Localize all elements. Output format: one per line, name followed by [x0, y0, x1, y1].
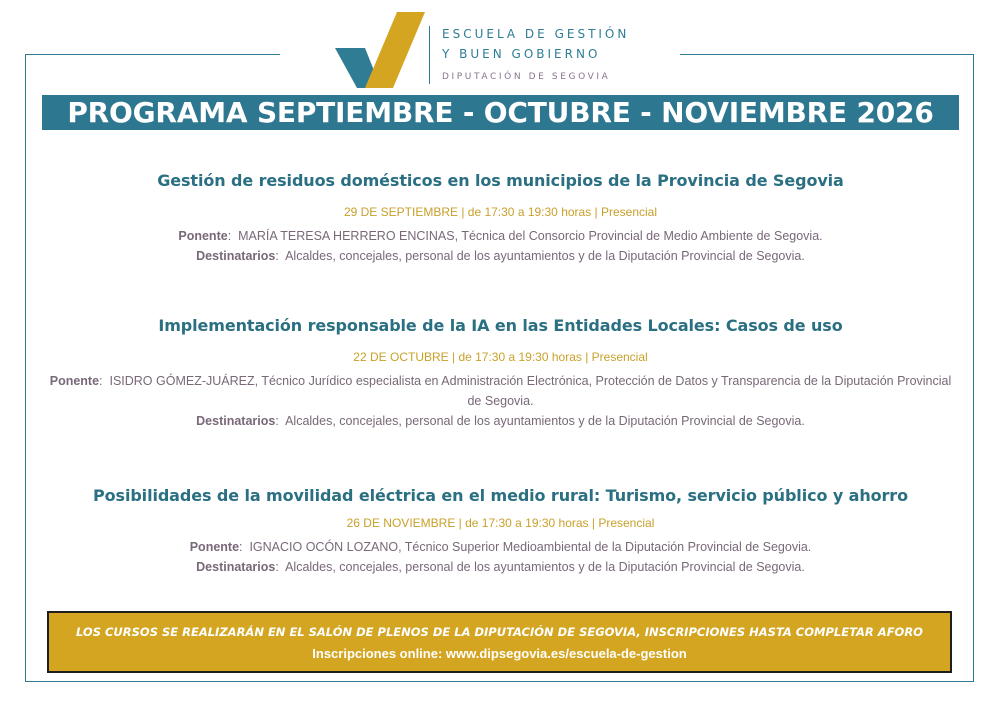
speaker-text: MARÍA TERESA HERRERO ENCINAS, Técnica del Consorcio Provincial de Medio Ambiente de Segovia.	[238, 229, 823, 243]
event-speaker: Ponente: MARÍA TERESA HERRERO ENCINAS, Técnica del Consorcio Provincial de Medio Ambiente de Segovia.	[178, 229, 823, 243]
event-1	[42, 171, 959, 266]
speaker-text: ISIDRO GÓMEZ-JUÁREZ, Técnico Jurídico especialista en Administración Electrónica, Protección de Datos y Transparencia de la Diputación Provincial de Segovia.	[109, 374, 952, 408]
check-mark-logo-icon	[335, 12, 427, 88]
event-title: Gestión de residuos domésticos en los municipios de la Provincia de Segovia	[157, 171, 844, 190]
event-date: 26 DE NOVIEMBRE | de 17:30 a 19:30 horas | Presencial	[346, 516, 655, 530]
event-speaker: Ponente: ISIDRO GÓMEZ-JUÁREZ, Técnico Jurídico especialista en Administración Electrónica, Protección de Datos y Transparencia de la Diputación Provincial de Segovia.	[49, 374, 952, 408]
logo-line-3: DIPUTACIÓN DE SEGOVIA	[442, 72, 611, 82]
audience-text: Alcaldes, concejales, personal de los ayuntamientos y de la Diputación Provincial de Segovia.	[285, 560, 805, 574]
audience-text: Alcaldes, concejales, personal de los ayuntamientos y de la Diputación Provincial de Segovia.	[285, 249, 805, 263]
audience-text: Alcaldes, concejales, personal de los ayuntamientos y de la Diputación Provincial de Segovia.	[285, 414, 805, 428]
logo-divider	[429, 26, 430, 84]
event-audience: Destinatarios: Alcaldes, concejales, personal de los ayuntamientos y de la Diputación Provincial de Segovia.	[196, 560, 805, 574]
audience-label: Destinatarios	[196, 249, 276, 263]
event-2	[42, 316, 959, 431]
event-3	[42, 486, 959, 577]
event-date: 29 DE SEPTIEMBRE | de 17:30 a 19:30 horas | Presencial	[343, 205, 658, 219]
speaker-label: Ponente	[178, 229, 228, 243]
event-date: 22 DE OCTUBRE | de 17:30 a 19:30 horas | Presencial	[353, 350, 648, 364]
venue-notice: LOS CURSOS SE REALIZARÁN EN EL SALÓN DE PLENOS DE LA DIPUTACIÓN DE SEGOVIA, INSCRIPCIONES HASTA COMPLETAR AFORO	[76, 625, 923, 639]
event-audience: Destinatarios: Alcaldes, concejales, personal de los ayuntamientos y de la Diputación Provincial de Segovia.	[196, 414, 805, 428]
event-audience: Destinatarios: Alcaldes, concejales, personal de los ayuntamientos y de la Diputación Provincial de Segovia.	[196, 249, 805, 263]
speaker-text: IGNACIO OCÓN LOZANO, Técnico Superior Medioambiental de la Diputación Provincial de Segovia.	[249, 540, 812, 554]
audience-label: Destinatarios	[196, 560, 276, 574]
school-logo	[335, 12, 630, 88]
event-speaker: Ponente: IGNACIO OCÓN LOZANO, Técnico Superior Medioambiental de la Diputación Provincial de Segovia.	[189, 540, 812, 554]
audience-label: Destinatarios	[196, 414, 276, 428]
logo-line-2: Y BUEN GOBIERNO	[442, 47, 601, 61]
logo-gold-stroke	[365, 12, 425, 88]
event-title: Posibilidades de la movilidad eléctrica en el medio rural: Turismo, servicio público y ahorro	[93, 486, 908, 505]
logo-line-1: ESCUELA DE GESTIÓN	[442, 27, 630, 41]
event-title: Implementación responsable de la IA en las Entidades Locales: Casos de uso	[158, 316, 843, 335]
speaker-label: Ponente	[189, 540, 240, 554]
speaker-label: Ponente	[49, 374, 100, 388]
online-registration-link[interactable]: Inscripciones online: www.dipsegovia.es/escuela-de-gestion	[312, 646, 687, 661]
program-banner: PROGRAMA SEPTIEMBRE - OCTUBRE - NOVIEMBRE 2026	[42, 95, 959, 130]
footer-notice-box	[47, 611, 952, 673]
